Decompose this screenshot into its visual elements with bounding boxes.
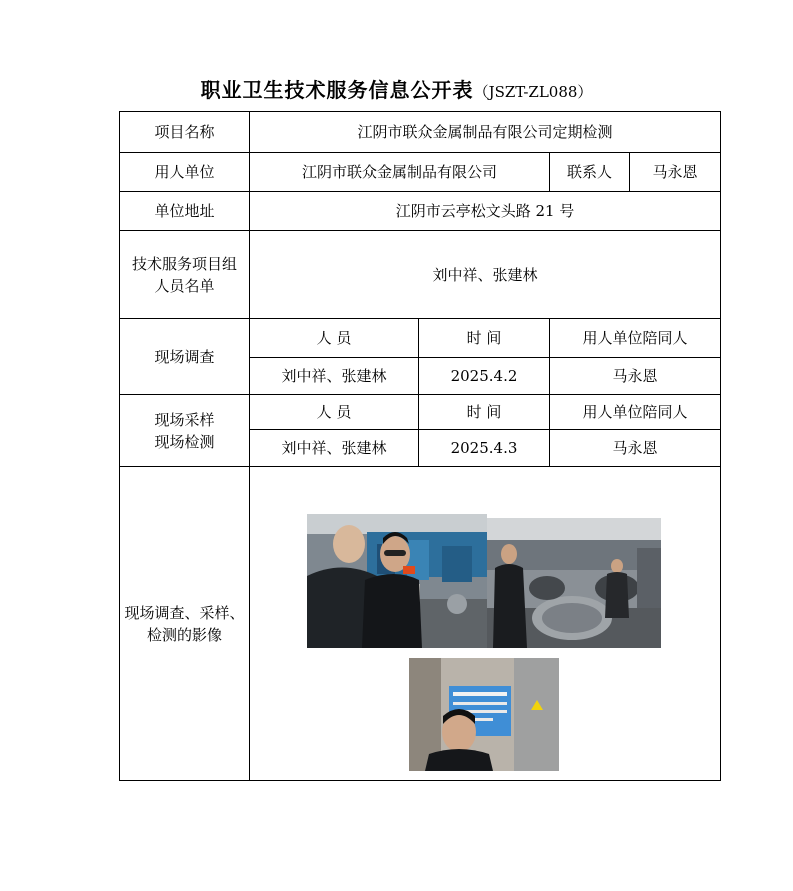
label-images-line2: 检测的影像 <box>146 625 222 644</box>
survey-col-companion: 用人单位陪同人 <box>550 319 721 358</box>
sampling-time: 2025.4.3 <box>419 430 550 467</box>
row-team <box>120 231 721 319</box>
label-team-line1: 技术服务项目组 <box>131 254 237 273</box>
label-team <box>120 231 250 319</box>
value-employer: 江阴市联众金属制品有限公司 <box>250 153 550 192</box>
row-address <box>120 192 721 231</box>
value-team: 刘中祥、张建林 <box>250 231 721 319</box>
label-images <box>120 467 250 781</box>
label-project-name: 项目名称 <box>120 112 250 153</box>
survey-companion: 马永恩 <box>550 358 721 395</box>
survey-col-person: 人 员 <box>250 319 419 358</box>
label-address: 单位地址 <box>120 192 250 231</box>
title-text: 职业卫生技术服务信息公开表 <box>200 78 474 102</box>
survey-time: 2025.4.2 <box>419 358 550 395</box>
info-table <box>119 111 721 781</box>
page-title <box>0 74 793 103</box>
photo-survey-workshop <box>307 514 487 648</box>
label-survey: 现场调查 <box>120 319 250 395</box>
form-code: （JSZT-ZL088） <box>473 83 593 101</box>
photo-area <box>250 467 720 780</box>
sampling-col-person: 人 员 <box>250 395 419 430</box>
label-sampling <box>120 395 250 467</box>
sampling-col-time: 时 间 <box>419 395 550 430</box>
row-survey-header <box>120 319 721 358</box>
value-contact: 马永恩 <box>630 153 721 192</box>
photo-survey-coils <box>487 518 661 648</box>
sampling-col-companion: 用人单位陪同人 <box>550 395 721 430</box>
images-cell <box>250 467 721 781</box>
value-address: 江阴市云亭松文头路 21 号 <box>250 192 721 231</box>
survey-col-time: 时 间 <box>419 319 550 358</box>
label-employer: 用人单位 <box>120 153 250 192</box>
sampling-companion: 马永恩 <box>550 430 721 467</box>
row-sampling-header <box>120 395 721 430</box>
row-project-name <box>120 112 721 153</box>
label-sampling-line1: 现场采样 <box>154 410 215 429</box>
label-images-line1: 现场调查、采样、 <box>124 603 245 622</box>
value-project-name: 江阴市联众金属制品有限公司定期检测 <box>250 112 721 153</box>
photo-sampling-portrait <box>409 658 559 771</box>
row-images <box>120 467 721 781</box>
sampling-person: 刘中祥、张建林 <box>250 430 419 467</box>
row-employer <box>120 153 721 192</box>
label-team-line2: 人员名单 <box>154 276 215 295</box>
survey-person: 刘中祥、张建林 <box>250 358 419 395</box>
label-sampling-line2: 现场检测 <box>154 432 215 451</box>
label-contact: 联系人 <box>550 153 630 192</box>
